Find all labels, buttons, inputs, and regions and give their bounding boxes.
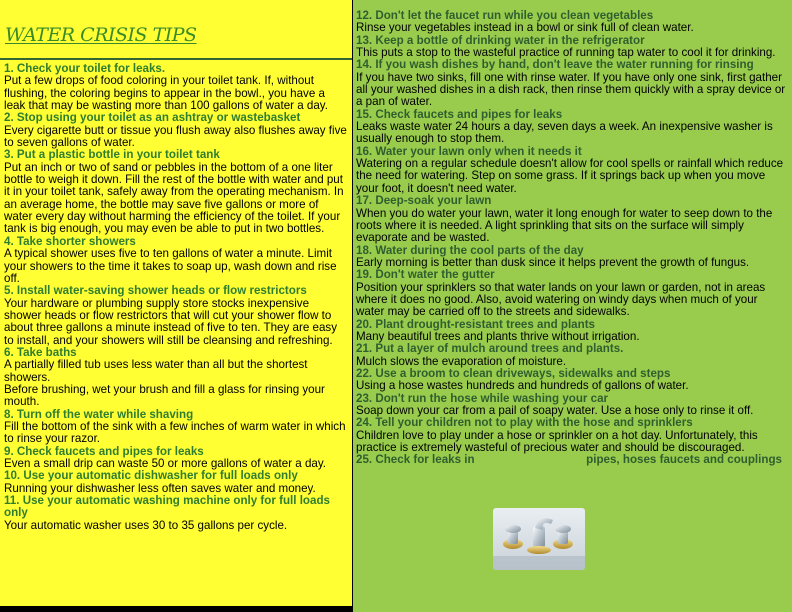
tip-text: Mulch slows the evaporation of moisture. <box>356 354 567 368</box>
document-title: WATER CRISIS TIPS <box>5 24 197 46</box>
header-rule <box>0 58 352 60</box>
tip-25-title-right: pipes, hoses faucets and couplings <box>586 453 782 467</box>
tip-title: 17. Deep-soak your lawn <box>356 194 492 208</box>
tip-item <box>4 409 349 446</box>
tip-text: Leaks waste water 24 hours a day, seven days a week. An inexpensive washer is usually enough to stop them. <box>356 120 773 146</box>
tip-title: 3. Put a plastic bottle in your toilet tank <box>4 148 220 162</box>
tip-text: This puts a stop to the wasteful practice of running tap water to cool it for drinking. <box>356 46 776 60</box>
tip-item <box>356 109 786 146</box>
tip-text: Running your dishwasher less often saves water and money. <box>4 481 316 495</box>
tip-title: 11. Use your automatic washing machine only for full loads only <box>4 494 330 520</box>
tip-title: 14. If you wash dishes by hand, don't leave the water running for rinsing <box>356 58 754 72</box>
tip-title: 10. Use your automatic dishwasher for full loads only <box>4 469 298 483</box>
tip-text: Children love to play under a hose or sprinkler on a hot day. Unfortunately, this practice is extremely wasteful of precious water and should be discouraged. <box>356 428 758 455</box>
tip-text: Before brushing, wet your brush and fill a glass for rinsing your mouth. <box>4 382 325 409</box>
tip-title: 1. Check your toilet for leaks. <box>4 62 166 75</box>
tip-text: Rinse your vegetables instead in a bowl or sink full of clean water. <box>356 21 694 35</box>
left-column <box>4 63 349 532</box>
tip-item <box>356 393 786 418</box>
tip-text: Your hardware or plumbing supply store stocks inexpensive shower heads or flow restrictors that will cut your shower flow to about three gallons a minute instead of five to ten. They are easy to install, and your showers will still be cleansing and refreshing. <box>4 296 337 347</box>
tip-item <box>4 446 349 471</box>
tip-text: Even a small drip can waste 50 or more gallons of water a day. <box>4 457 326 470</box>
tip-item <box>4 384 349 409</box>
tip-text: Put a few drops of food coloring in your toilet tank. If, without flushing, the coloring begins to appear in the bowl., you have a leak that may be wasting more than 100 gallons of water a day. <box>4 74 328 113</box>
tip-text: When you do water your lawn, water it long enough for water to seep down to the roots where it is needed. A light sprinkling that sits on the surface will simply evaporate and be wasted. <box>356 206 773 245</box>
tip-text: If you have two sinks, fill one with rinse water. If you have only one sink, first gather all your washed dishes in a dish rack, then rinse them quickly with a spray device or a pan of water. <box>356 70 786 109</box>
tip-item <box>4 495 349 532</box>
tip-item <box>356 195 786 244</box>
tip-title: 16. Water your lawn only when it needs it <box>356 144 582 158</box>
tip-item <box>356 417 786 454</box>
header-band <box>0 0 352 62</box>
tip-text: Your automatic washer uses 30 to 35 gallons per cycle. <box>4 518 288 532</box>
tip-25-title-left: 25. Check for leaks in <box>356 453 475 467</box>
tip-item <box>356 319 786 344</box>
tip-item <box>4 285 349 347</box>
tip-title: 15. Check faucets and pipes for leaks <box>356 107 563 121</box>
tip-title: 6. Take baths <box>4 345 77 359</box>
tip-title: 13. Keep a bottle of drinking water in the refrigerator <box>356 33 645 47</box>
tip-title: 9. Check faucets and pipes for leaks <box>4 444 204 458</box>
tip-text: Early morning is better than dusk since it helps prevent the growth of fungus. <box>356 255 750 269</box>
tip-title: 23. Don't run the hose while washing your car <box>356 391 609 405</box>
tip-item <box>356 269 786 318</box>
tip-text: A partially filled tub uses less water than all but the shortest showers. <box>4 358 308 384</box>
tip-25 <box>356 454 786 466</box>
tip-text: Fill the bottom of the sink with a few inches of warm water in which to rinse your razor. <box>4 419 346 446</box>
bottom-border <box>0 606 352 612</box>
tip-item <box>4 236 349 285</box>
tip-item <box>356 10 786 35</box>
faucet-photo-icon <box>493 508 585 570</box>
tip-item <box>356 245 786 270</box>
tip-text: Watering on a regular schedule doesn't allow for cool spells or rainfall which reduce the need for watering. Step on some grass. If it springs back up when you move your foot, it doesn't need water. <box>356 157 784 195</box>
tip-title: 5. Install water-saving shower heads or flow restrictors <box>4 284 307 298</box>
tip-text: Put an inch or two of sand or pebbles in the bottom of a one liter bottle to weigh it down. Fill the rest of the bottle with water and put it in your toilet tank, safely away from the operating mechanism. In an average home, the bottle may save five gallons or more of water every day without harming the efficiency of the toilet. If your tank is big enough, you may even be able to put in two bottles. <box>4 160 344 236</box>
tip-title: 22. Use a broom to clean driveways, sidewalks and steps <box>356 366 671 380</box>
tip-title: 2. Stop using your toilet as an ashtray or wastebasket <box>4 111 301 125</box>
tip-text: A typical shower uses five to ten gallons of water a minute. Limit your showers to the time it takes to soap up, wash down and rise off. <box>4 247 337 285</box>
tip-text: Every cigarette butt or tissue you flush away also flushes away five to seven gallons of water. <box>4 123 347 150</box>
tip-title: 12. Don't let the faucet run while you clean vegetables <box>356 9 654 22</box>
tip-text: Soap down your car from a pail of soapy water. Use a hose only to rinse it off. <box>356 404 754 417</box>
tip-item <box>4 347 349 384</box>
tip-title: 18. Water during the cool parts of the day <box>356 243 584 257</box>
tip-title: 19. Don't water the gutter <box>356 268 495 282</box>
tip-item <box>4 470 349 495</box>
tip-item <box>356 59 786 108</box>
tip-item <box>356 343 786 368</box>
column-divider <box>352 0 353 612</box>
tip-title: 4. Take shorter showers <box>4 234 136 248</box>
tip-title: 8. Turn off the water while shaving <box>4 407 194 421</box>
right-column <box>356 10 786 467</box>
tip-item <box>356 368 786 393</box>
tip-item <box>356 146 786 195</box>
tip-item <box>4 63 349 112</box>
tip-item <box>4 112 349 149</box>
tip-text: Many beautiful trees and plants thrive without irrigation. <box>356 329 640 343</box>
tip-text: Using a hose wastes hundreds and hundreds of gallons of water. <box>356 379 689 393</box>
tip-title: 24. Tell your children not to play with the hose and sprinklers <box>356 416 693 430</box>
tip-title: 21. Put a layer of mulch around trees and plants. <box>356 342 624 356</box>
tip-text: Position your sprinklers so that water lands on your lawn or garden, not in areas where it does no good. Also, avoid watering on windy days when much of your water may be carried off to the streets and sidewalks. <box>356 280 766 319</box>
tip-item <box>356 35 786 60</box>
tip-title: 20. Plant drought-resistant trees and plants <box>356 317 596 331</box>
tip-item <box>4 149 349 235</box>
